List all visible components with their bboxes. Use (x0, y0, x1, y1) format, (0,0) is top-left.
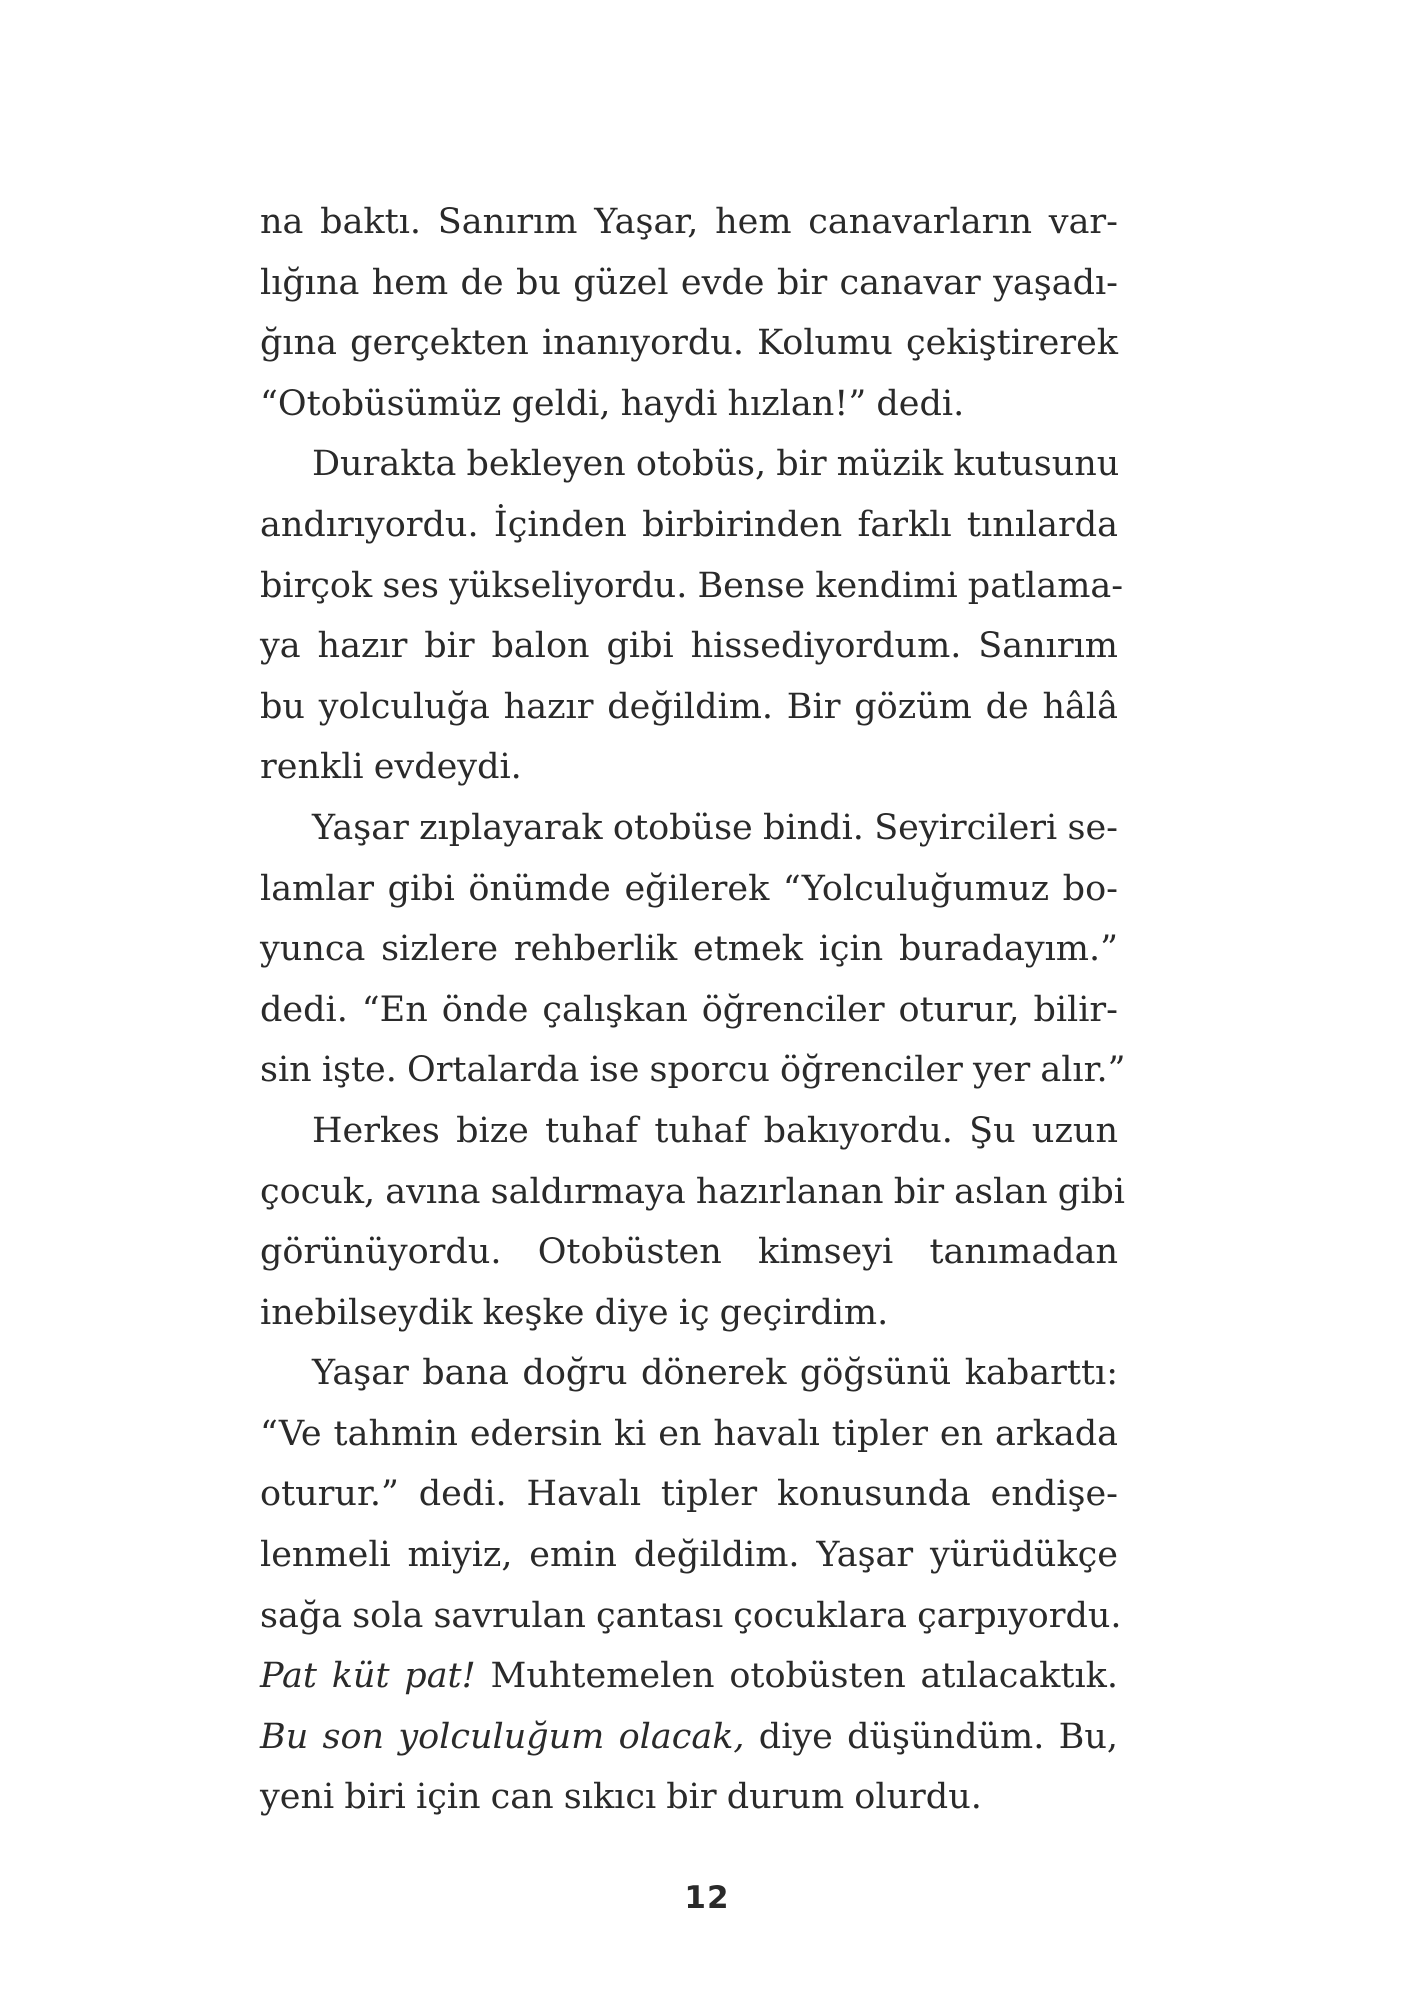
text-line (260, 980, 1118, 1041)
text-segment: birçok ses yükseliyordu. Bense kendimi patlama- (260, 565, 1124, 606)
text-line (260, 1646, 1118, 1707)
text-line (260, 1101, 1118, 1162)
paragraph (260, 434, 1124, 798)
text-segment: Durakta bekleyen otobüs, bir müzik kutusunu (312, 444, 1120, 485)
text-segment: renkli evdeydi. (260, 747, 522, 788)
text-segment: “Ve tahmin edersin ki en havalı tipler en arkada (260, 1413, 1118, 1454)
text-segment: Muhtemelen otobüsten atılacaktık. (475, 1656, 1118, 1697)
text-segment: çocuk, avına saldırmaya hazırlanan bir aslan gibi (260, 1171, 1125, 1212)
italic-text: Bu son yolculuğum olacak, (260, 1716, 745, 1757)
text-line (260, 616, 1118, 677)
text-segment: inebilseydik keşke diye iç geçirdim. (260, 1292, 889, 1333)
text-segment: yunca sizlere rehberlik etmek için buradayım.” (260, 929, 1118, 970)
text-segment: Herkes bize tuhaf tuhaf bakıyordu. Şu uzun (312, 1110, 1118, 1151)
paragraph (260, 1101, 1125, 1343)
text-segment: Yaşar zıplayarak otobüse bindi. Seyircileri se- (312, 807, 1118, 848)
text-segment: sağa sola savrulan çantası çocuklara çarpıyordu. (260, 1595, 1122, 1636)
text-segment: sin işte. Ortalarda ise sporcu öğrenciler yer alır.” (260, 1050, 1126, 1091)
text-line (260, 1222, 1118, 1283)
text-segment: lenmeli miyiz, emin değildim. Yaşar yürüdükçe (260, 1535, 1118, 1576)
text-line (260, 1404, 1118, 1465)
text-line (260, 313, 1118, 374)
text-segment: ya hazır bir balon gibi hissediyordum. Sanırım (260, 626, 1118, 667)
paragraph (260, 1343, 1122, 1828)
text-segment: bu yolculuğa hazır değildim. Bir gözüm de hâlâ (260, 686, 1118, 727)
text-line (260, 1040, 1126, 1101)
text-line (260, 798, 1118, 859)
paragraph (260, 192, 1118, 434)
text-line (260, 859, 1118, 920)
text-line (260, 677, 1118, 738)
italic-text: Pat küt pat! (260, 1656, 476, 1697)
text-line (260, 253, 1118, 314)
body-text (260, 192, 1126, 1828)
text-line (260, 1586, 1122, 1647)
text-line (260, 374, 1118, 435)
text-line (260, 556, 1124, 617)
text-segment: Yaşar bana doğru dönerek göğsünü kabarttı: (312, 1353, 1118, 1394)
text-segment: andırıyordu. İçinden birbirinden farklı tınılarda (260, 504, 1118, 545)
text-line (260, 1525, 1118, 1586)
text-line (260, 1343, 1118, 1404)
text-line (260, 1707, 1118, 1768)
text-line (260, 192, 1118, 253)
text-line (260, 1283, 1118, 1344)
text-segment: na baktı. Sanırım Yaşar, hem canavarların var- (260, 202, 1118, 242)
text-line (260, 1162, 1125, 1223)
page-number: 12 (684, 1880, 730, 1916)
paragraph (260, 798, 1126, 1101)
text-line (260, 737, 1118, 798)
text-line (260, 1464, 1118, 1525)
text-segment: yeni biri için can sıkıcı bir durum olurdu. (260, 1777, 982, 1818)
text-line (260, 434, 1118, 495)
text-line (260, 1767, 1118, 1828)
text-line (260, 495, 1118, 556)
text-segment: lamlar gibi önümde eğilerek “Yolculuğumuz bo- (260, 868, 1118, 909)
text-segment: “Otobüsümüz geldi, haydi hızlan!” dedi. (260, 383, 965, 424)
text-segment: lığına hem de bu güzel evde bir canavar yaşadı- (260, 262, 1118, 303)
text-segment: görünüyordu. Otobüsten kimseyi tanımadan (260, 1232, 1118, 1273)
text-segment: oturur.” dedi. Havalı tipler konusunda endişe- (260, 1474, 1118, 1515)
text-segment: dedi. “En önde çalışkan öğrenciler oturur, bilir- (260, 989, 1118, 1030)
text-segment: ğına gerçekten inanıyordu. Kolumu çekiştirerek (260, 323, 1118, 364)
text-line (260, 919, 1118, 980)
text-segment: diye düşündüm. Bu, (744, 1716, 1118, 1757)
